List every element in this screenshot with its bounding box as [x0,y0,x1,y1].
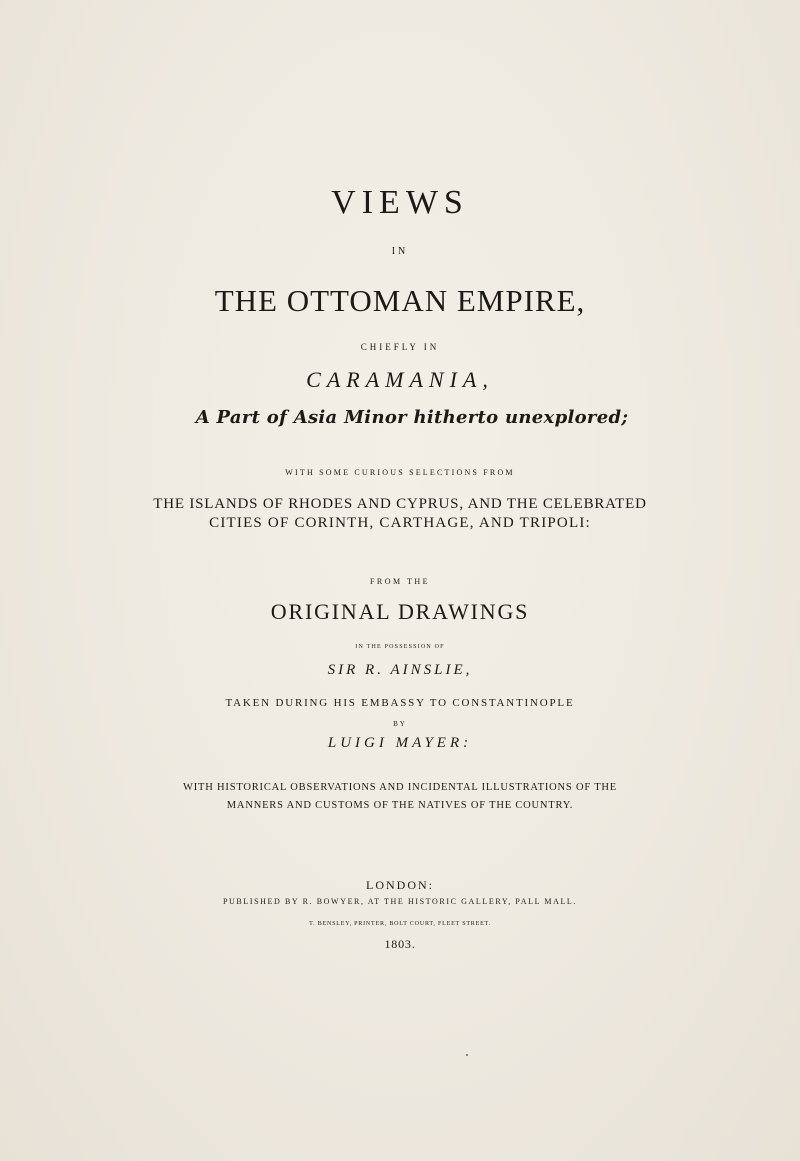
artist-name: LUIGI MAYER: [327,735,473,751]
book-title: VIEWS [331,184,469,221]
by-text: BY [393,720,407,728]
possession-text: IN THE POSSESSION OF [355,644,445,650]
observations-line: WITH HISTORICAL OBSERVATIONS AND INCIDENTAL ILLUSTRATIONS OF THE [182,782,618,793]
owner-name: SIR R. AINSLIE, [327,662,473,678]
subject-heading: THE OTTOMAN EMPIRE, [214,283,586,318]
title-connector-in: IN [391,246,409,257]
gothic-subtitle: A Part of Asia Minor hitherto unexplored; [195,407,629,428]
cities-line: CITIES OF CORINTH, CARTHAGE, AND TRIPOLI: [209,515,591,531]
selections-intro: WITH SOME CURIOUS SELECTIONS FROM [285,468,515,477]
region-heading: CARAMANIA, [306,367,494,392]
from-the-text: FROM THE [369,577,431,586]
imprint-year: 1803. [384,937,416,951]
paper-speck [466,1054,468,1056]
imprint-printer: T. BENSLEY, PRINTER, BOLT COURT, FLEET STREET. [309,921,491,927]
original-drawings-heading: ORIGINAL DRAWINGS [270,599,530,624]
manners-line: MANNERS AND CUSTOMS OF THE NATIVES OF THE COUNTRY. [226,800,574,811]
islands-line: THE ISLANDS OF RHODES AND CYPRUS, AND THE CELEBRATED [153,496,647,512]
chiefly-in-text: CHIEFLY IN [360,342,440,352]
embassy-line: TAKEN DURING HIS EMBASSY TO CONSTANTINOPLE [225,697,575,709]
imprint-publisher: PUBLISHED BY R. BOWYER, AT THE HISTORIC GALLERY, PALL MALL. [222,897,578,906]
imprint-place: LONDON: [366,878,434,892]
